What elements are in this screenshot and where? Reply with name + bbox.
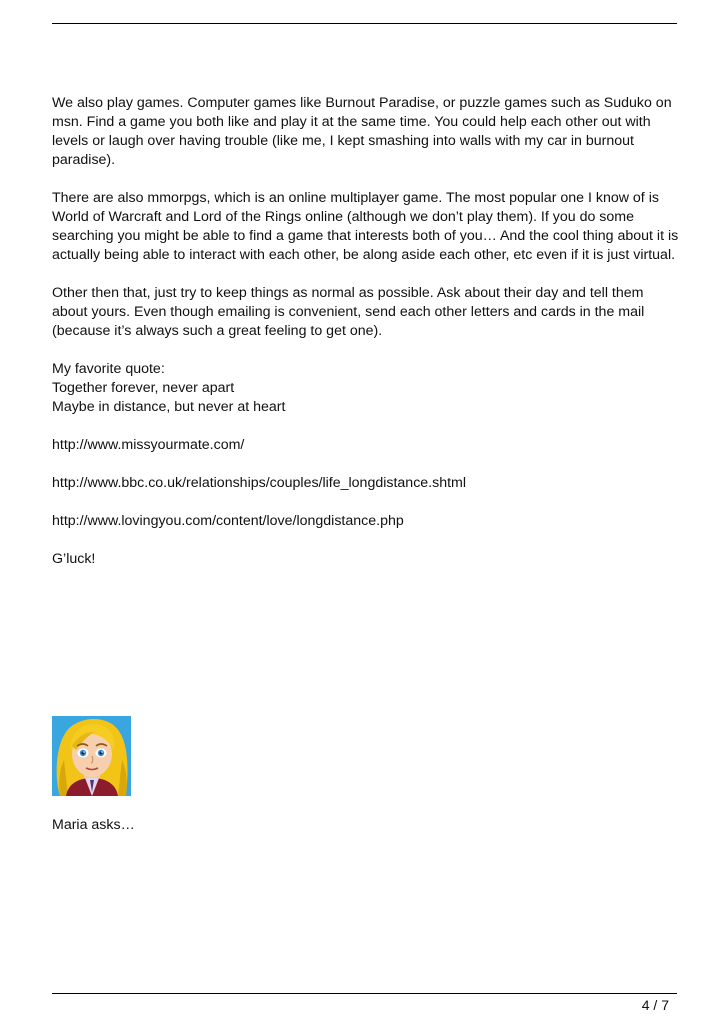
- quote-line-1: Together forever, never apart: [52, 380, 235, 396]
- paragraph-normal: Other then that, just try to keep things as normal as possible. Ask about their day and tell them about yours. Even though emailing is convenient, send each other letters and cards in the mail (because it’s always such a great feeling to get one).: [52, 285, 645, 339]
- quote-line-2: Maybe in distance, but never at heart: [52, 399, 286, 415]
- link-lovingyou[interactable]: http://www.lovingyou.com/content/love/longdistance.php: [52, 513, 404, 529]
- paragraph-games: We also play games. Computer games like Burnout Paradise, or puzzle games such as Suduko on msn. Find a game you both like and play it at the same time. You could help each other out with levels or laugh over having trouble (like me, I kept smashing into walls with my car in burnout paradise).: [52, 95, 672, 168]
- footer-rule: [52, 993, 677, 994]
- link-missyourmate[interactable]: http://www.missyourmate.com/: [52, 437, 245, 453]
- article-body: [52, 94, 682, 588]
- paragraph-mmorpgs: There are also mmorpgs, which is an online multiplayer game. The most popular one I know of is World of Warcraft and Lord of the Rings online (although we don’t play them). If you do some searching you might be able to find a game that interests both of you… And the cool thing about it is actually being able to interact with each other, be along aside each other, etc even if it is just virtual.: [52, 190, 679, 263]
- page-number: 4 / 7: [641, 997, 669, 1013]
- header-rule: [52, 23, 677, 24]
- quote-intro: My favorite quote:: [52, 361, 165, 377]
- link-bbc[interactable]: http://www.bbc.co.uk/relationships/couples/life_longdistance.shtml: [52, 475, 467, 491]
- avatar-caption: Maria asks…: [52, 817, 135, 833]
- favorite-quote: [52, 360, 682, 417]
- avatar: [52, 716, 131, 796]
- signoff: G’luck!: [52, 551, 96, 567]
